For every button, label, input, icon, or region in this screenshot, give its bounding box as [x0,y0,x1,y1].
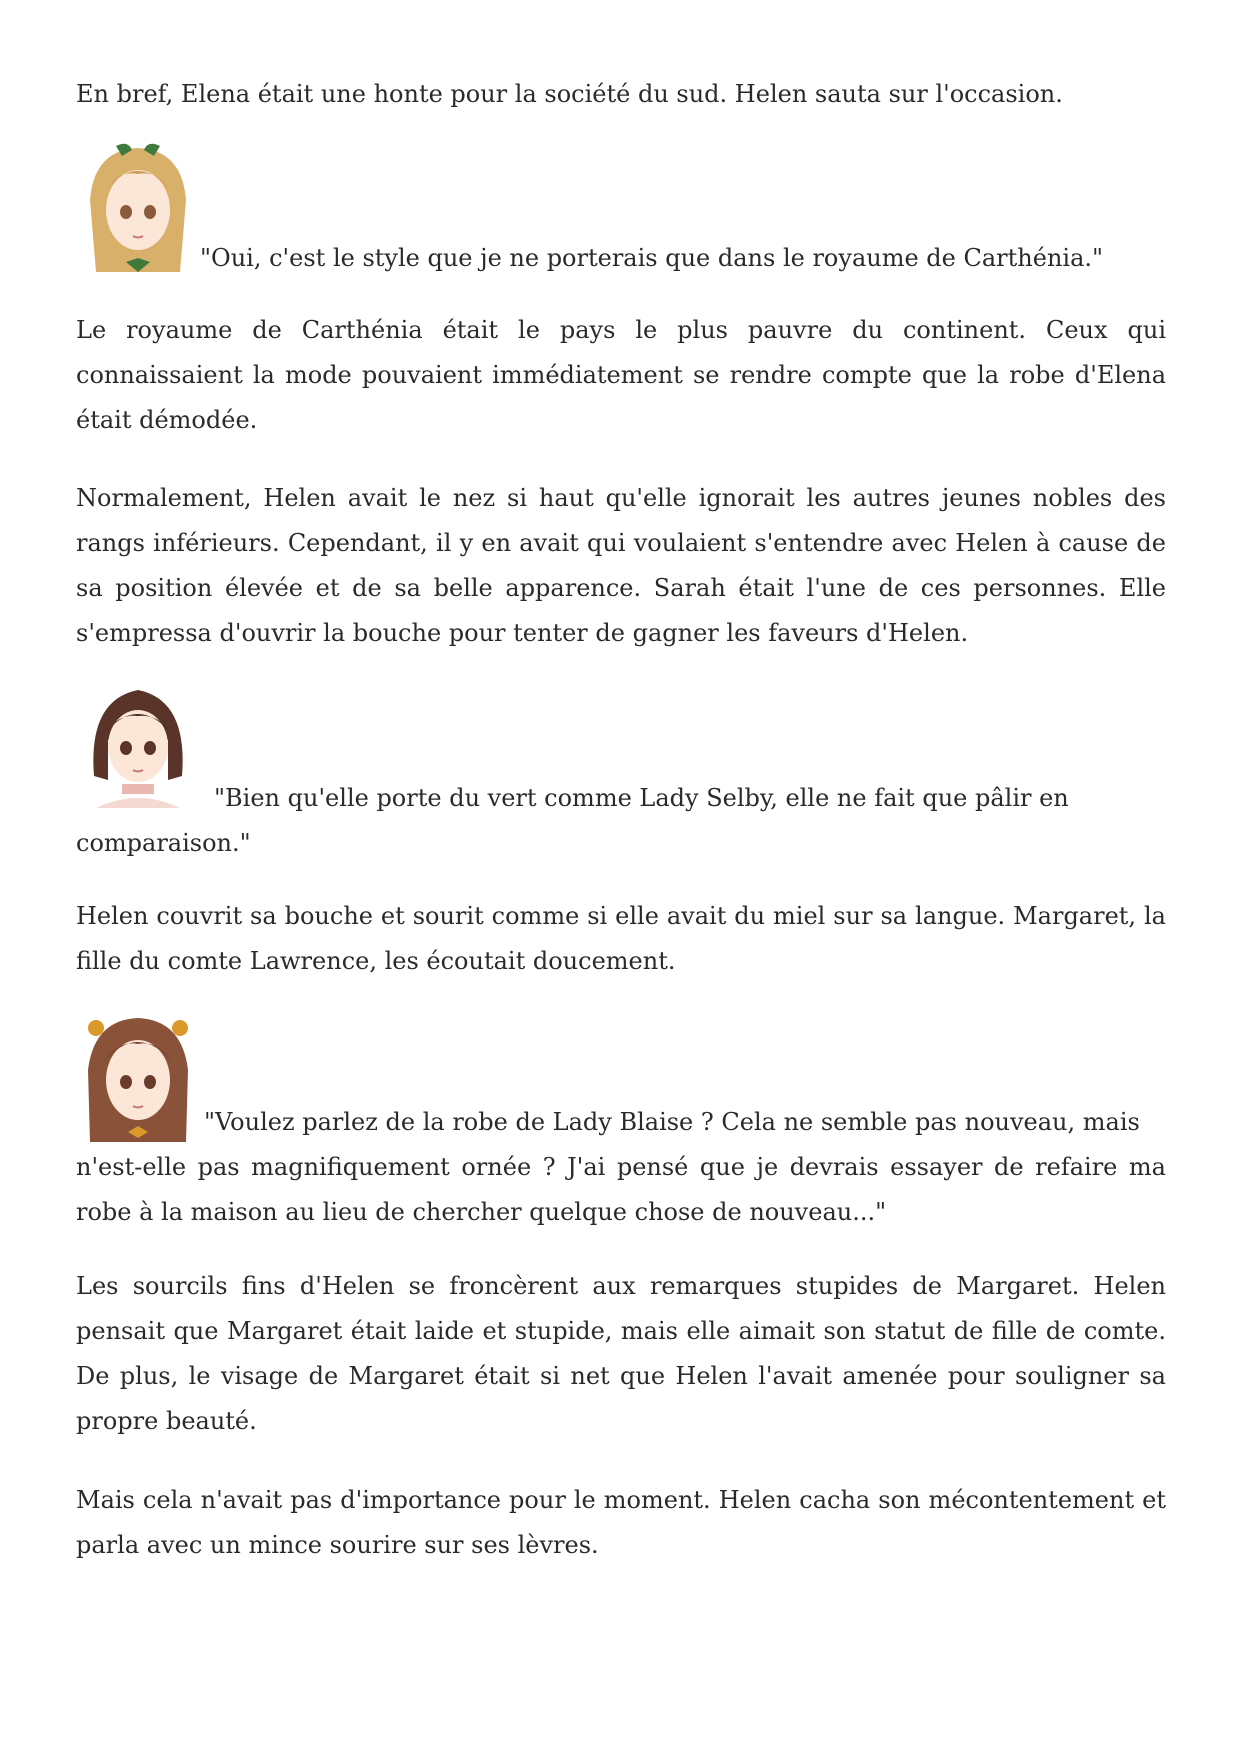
paragraph-4: Normalement, Helen avait le nez si haut qu'elle ignorait les autres jeunes nobles des rangs inférieurs. Cependant, il y en avait qui voulaient s'entendre avec Helen à cause de sa position élevée et de sa belle apparence. Sarah était l'une de ces personnes. Elle s'empressa d'ouvrir la bouche pour tenter de gagner les faveurs d'Helen. [76,484,1166,647]
sarah-portrait [76,680,200,808]
paragraph-10: Mais cela n'avait pas d'importance pour le moment. Helen cacha son mécontentement et parla avec un mince sourire sur ses lèvres. [76,1486,1166,1559]
margaret-dialogue-line1: "Voulez parlez de la robe de Lady Blaise ? Cela ne semble pas nouveau, mais [204,1108,1140,1136]
margaret-dialogue-rest: n'est-elle pas magnifiquement ornée ? J'ai pensé que je devrais essayer de refaire ma robe à la maison au lieu de chercher quelque chose de nouveau..." [76,1153,1166,1226]
margaret-portrait [76,1010,200,1142]
paragraph-9: Les sourcils fins d'Helen se froncèrent aux remarques stupides de Margaret. Helen pensait que Margaret était laide et stupide, mais elle aimait son statut de fille de comte. De plus, le visage de Margaret était si net que Helen l'avait amenée pour souligner sa propre beauté. [76,1272,1166,1435]
sarah-dialogue-line1: "Bien qu'elle porte du vert comme Lady Selby, elle ne fait que pâlir en [214,784,1069,812]
paragraph-1: En bref, Elena était une honte pour la société du sud. Helen sauta sur l'occasion. [76,80,1063,108]
helen-dialogue: "Oui, c'est le style que je ne porterais que dans le royaume de Carthénia." [200,244,1104,272]
helen-portrait [76,140,200,272]
paragraph-3: Le royaume de Carthénia était le pays le plus pauvre du continent. Ceux qui connaissaient la mode pouvaient immédiatement se rendre compte que la robe d'Elena était démodée. [76,316,1166,434]
sarah-dialogue-line2: comparaison." [76,829,251,857]
paragraph-6: Helen couvrit sa bouche et sourit comme si elle avait du miel sur sa langue. Margaret, la fille du comte Lawrence, les écoutait doucement. [76,902,1166,975]
